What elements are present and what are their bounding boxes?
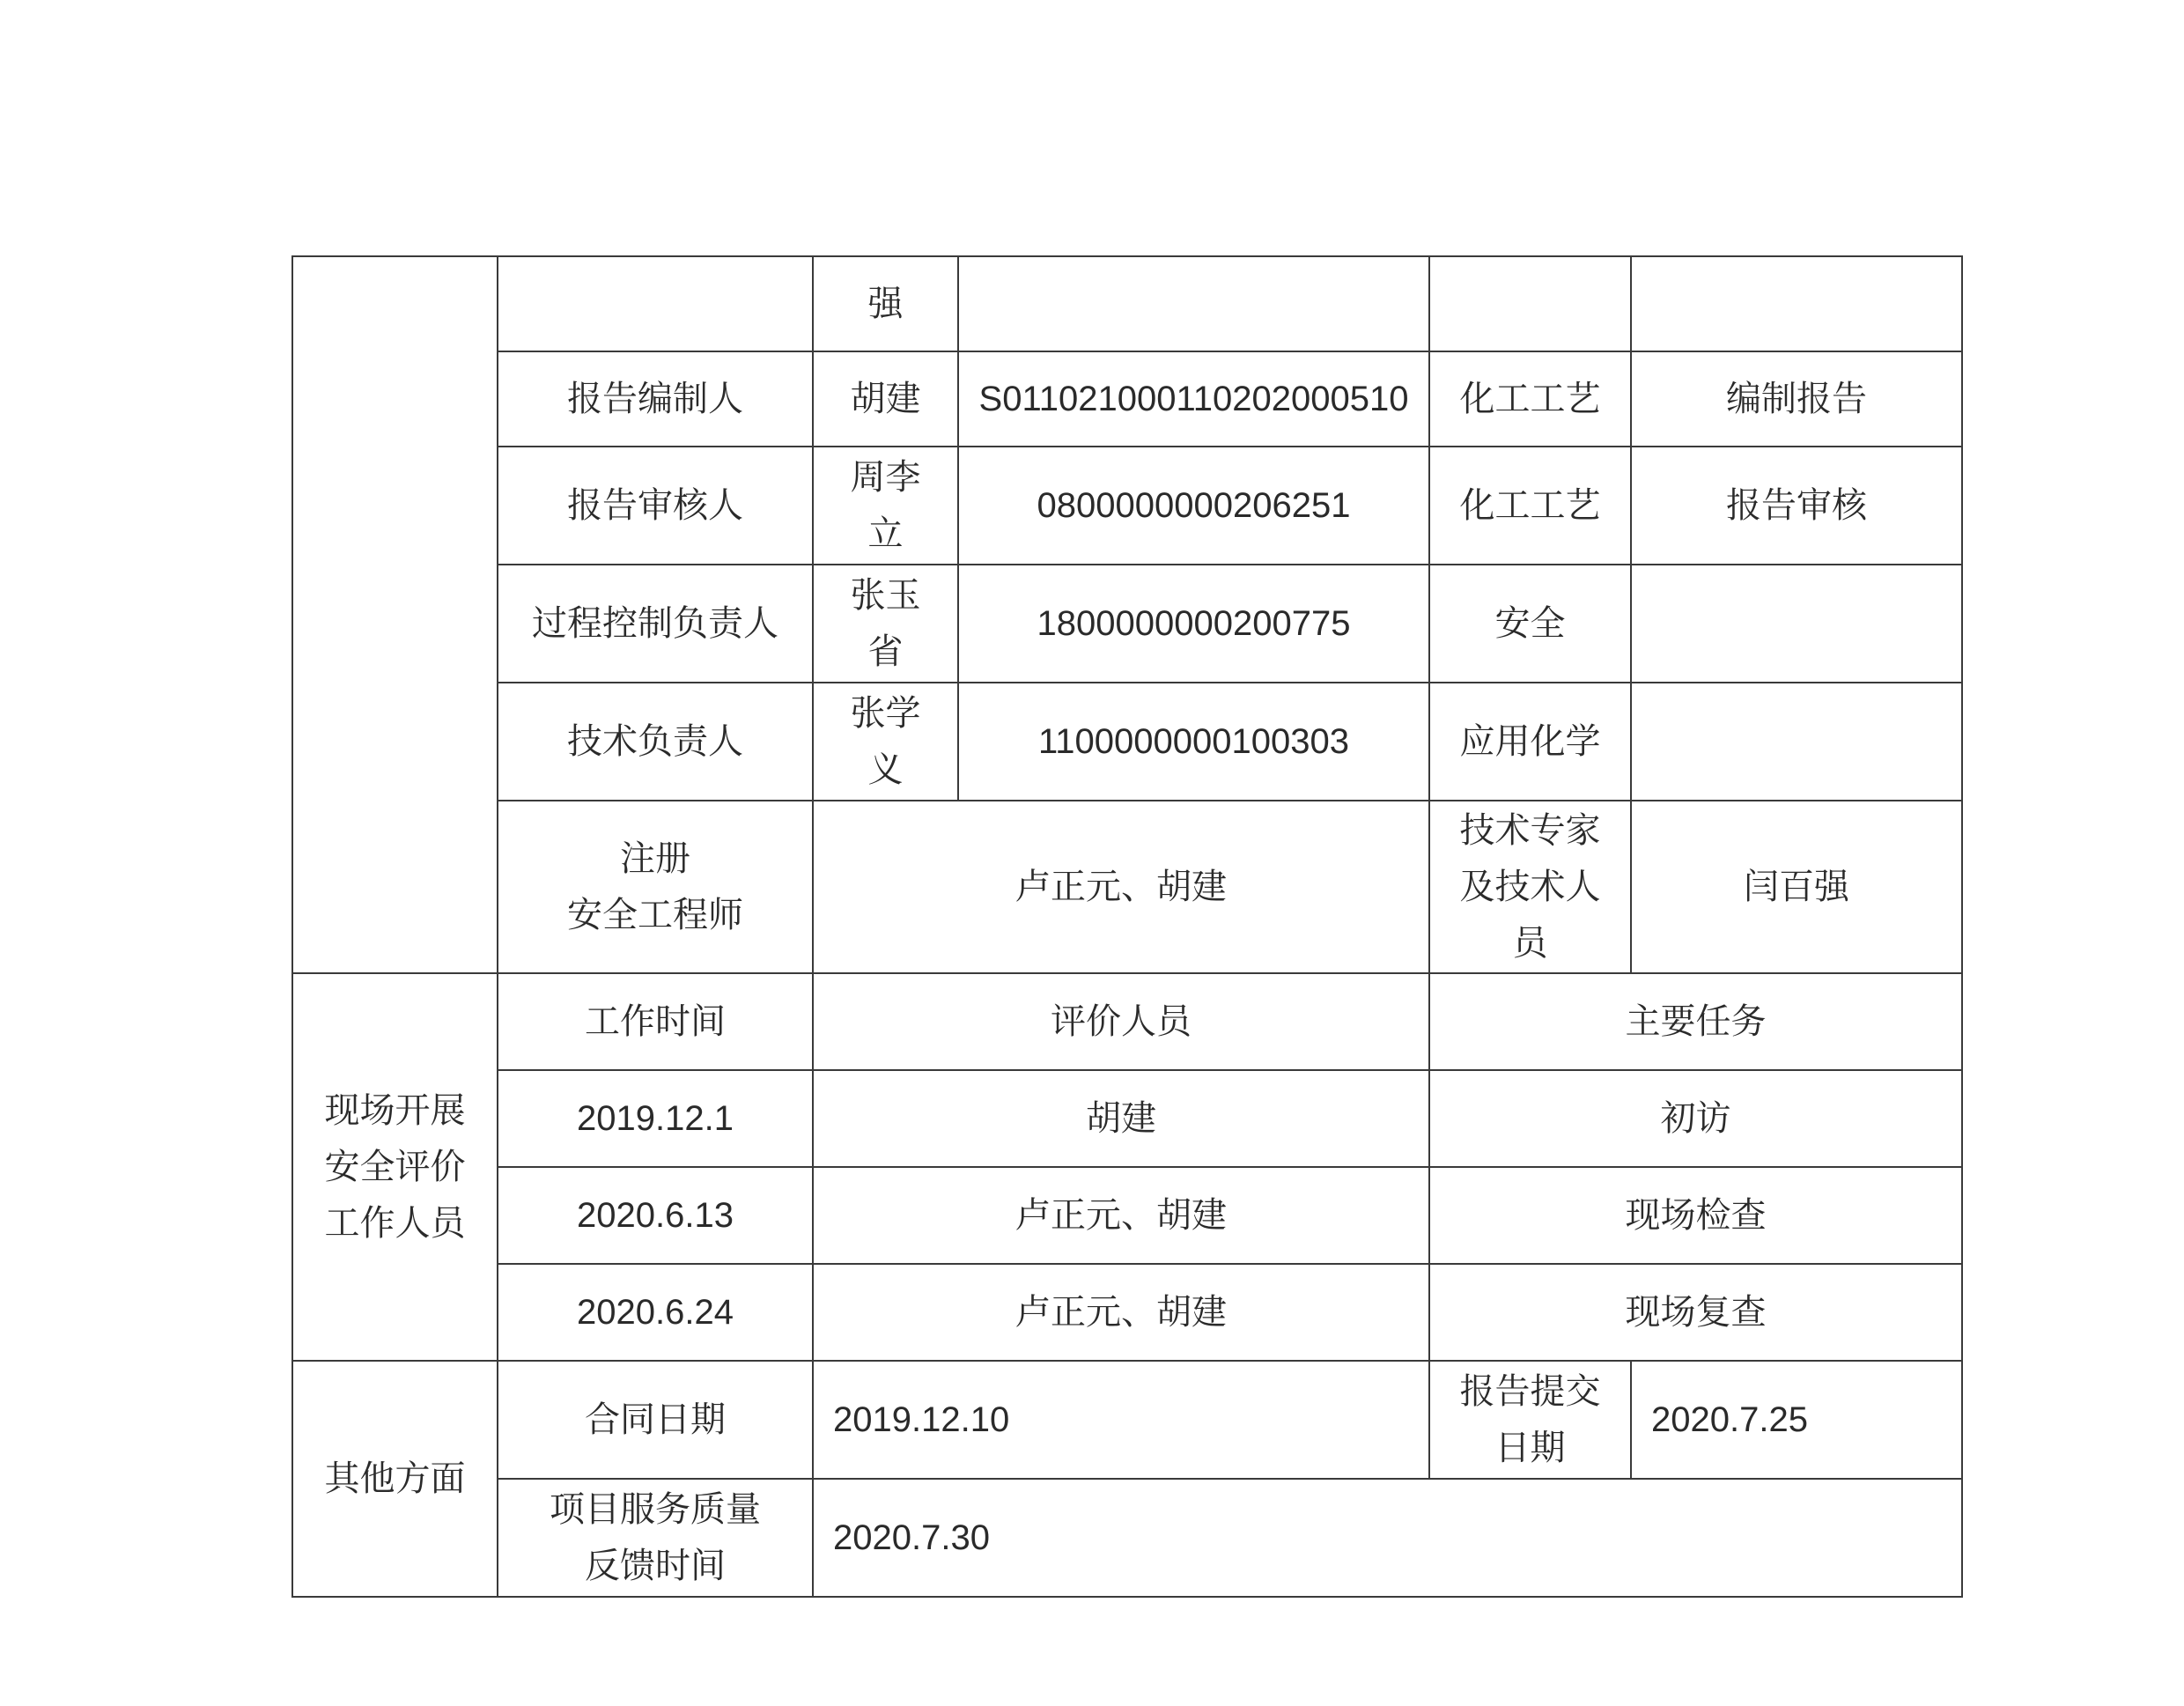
registered-engineer-row — [292, 801, 1962, 973]
personnel-row-continued — [292, 256, 1962, 351]
label-line: 技术专家 — [1459, 810, 1601, 851]
personnel-name-cell: 强 — [813, 256, 958, 351]
label-line: 安全评价 — [324, 1147, 466, 1187]
personnel-task-cell — [1631, 565, 1962, 683]
onsite-row — [292, 1070, 1962, 1167]
feedback-time-value: 2020.7.30 — [813, 1479, 1962, 1597]
contract-date-value: 2019.12.10 — [813, 1361, 1429, 1479]
submit-date-label — [1429, 1361, 1631, 1479]
label-line: 安全工程师 — [567, 895, 743, 935]
onsite-section-label — [292, 973, 498, 1361]
personnel-role-cell — [498, 256, 813, 351]
registered-engineer-label — [498, 801, 813, 973]
label-line: 报告提交 — [1459, 1371, 1601, 1412]
column-header-main-task: 主要任务 — [1429, 973, 1962, 1070]
onsite-staff-cell: 卢正元、胡建 — [813, 1264, 1429, 1361]
onsite-staff-cell: 卢正元、胡建 — [813, 1167, 1429, 1264]
label-line: 及技术人 — [1459, 867, 1601, 907]
label-line: 日期 — [1494, 1428, 1566, 1468]
onsite-task-cell: 初访 — [1429, 1070, 1962, 1167]
personnel-name-cell — [813, 447, 958, 565]
onsite-header-row — [292, 973, 1962, 1070]
submit-date-value: 2020.7.25 — [1631, 1361, 1962, 1479]
personnel-major-cell: 化工工艺 — [1429, 351, 1631, 447]
name-line: 张玉 — [850, 575, 921, 616]
personnel-task-cell — [1631, 683, 1962, 801]
onsite-task-cell: 现场检查 — [1429, 1167, 1962, 1264]
label-line: 现场开展 — [324, 1090, 466, 1131]
feedback-time-label — [498, 1479, 813, 1597]
onsite-date-cell: 2020.6.24 — [498, 1264, 813, 1361]
label-line: 项目服务质量 — [550, 1489, 761, 1530]
personnel-cert-cell: S011021000110202000510 — [958, 351, 1429, 447]
personnel-major-cell: 化工工艺 — [1429, 447, 1631, 565]
label-line: 工作人员 — [324, 1203, 466, 1244]
personnel-cert-cell — [958, 256, 1429, 351]
onsite-date-cell: 2020.6.13 — [498, 1167, 813, 1264]
personnel-cert-cell: 1100000000100303 — [958, 683, 1429, 801]
label-line: 员 — [1512, 923, 1548, 964]
contract-date-label: 合同日期 — [498, 1361, 813, 1479]
onsite-task-cell: 现场复查 — [1429, 1264, 1962, 1361]
label-line: 注册 — [620, 838, 690, 879]
name-line: 省 — [867, 631, 904, 672]
name-line: 周李 — [850, 457, 921, 498]
column-header-work-time: 工作时间 — [498, 973, 813, 1070]
name-line: 张学 — [850, 693, 921, 734]
personnel-role-cell: 过程控制负责人 — [498, 565, 813, 683]
personnel-cert-cell: 1800000000200775 — [958, 565, 1429, 683]
technical-expert-names: 闫百强 — [1631, 801, 1962, 973]
personnel-task-cell — [1631, 256, 1962, 351]
technical-expert-label — [1429, 801, 1631, 973]
personnel-row — [292, 351, 1962, 447]
onsite-row — [292, 1264, 1962, 1361]
feedback-row — [292, 1479, 1962, 1597]
personnel-task-cell: 报告审核 — [1631, 447, 1962, 565]
name-line: 立 — [867, 513, 904, 554]
name-line: 义 — [867, 750, 904, 790]
personnel-major-cell: 应用化学 — [1429, 683, 1631, 801]
personnel-row — [292, 683, 1962, 801]
onsite-staff-cell: 胡建 — [813, 1070, 1429, 1167]
personnel-name-cell — [813, 683, 958, 801]
column-header-evaluators: 评价人员 — [813, 973, 1429, 1070]
personnel-role-cell: 报告审核人 — [498, 447, 813, 565]
personnel-name-cell — [813, 565, 958, 683]
evaluation-info-table — [291, 255, 1963, 1598]
contract-row — [292, 1361, 1962, 1479]
personnel-cert-cell: 0800000000206251 — [958, 447, 1429, 565]
personnel-major-cell: 安全 — [1429, 565, 1631, 683]
onsite-row — [292, 1167, 1962, 1264]
other-section-label: 其他方面 — [292, 1361, 498, 1597]
onsite-date-cell: 2019.12.1 — [498, 1070, 813, 1167]
personnel-name-cell: 胡建 — [813, 351, 958, 447]
personnel-section-label — [292, 256, 498, 973]
personnel-major-cell — [1429, 256, 1631, 351]
label-line: 反馈时间 — [585, 1546, 726, 1586]
personnel-role-cell: 技术负责人 — [498, 683, 813, 801]
personnel-role-cell: 报告编制人 — [498, 351, 813, 447]
registered-engineer-names: 卢正元、胡建 — [813, 801, 1429, 973]
personnel-row — [292, 447, 1962, 565]
personnel-task-cell: 编制报告 — [1631, 351, 1962, 447]
personnel-row — [292, 565, 1962, 683]
